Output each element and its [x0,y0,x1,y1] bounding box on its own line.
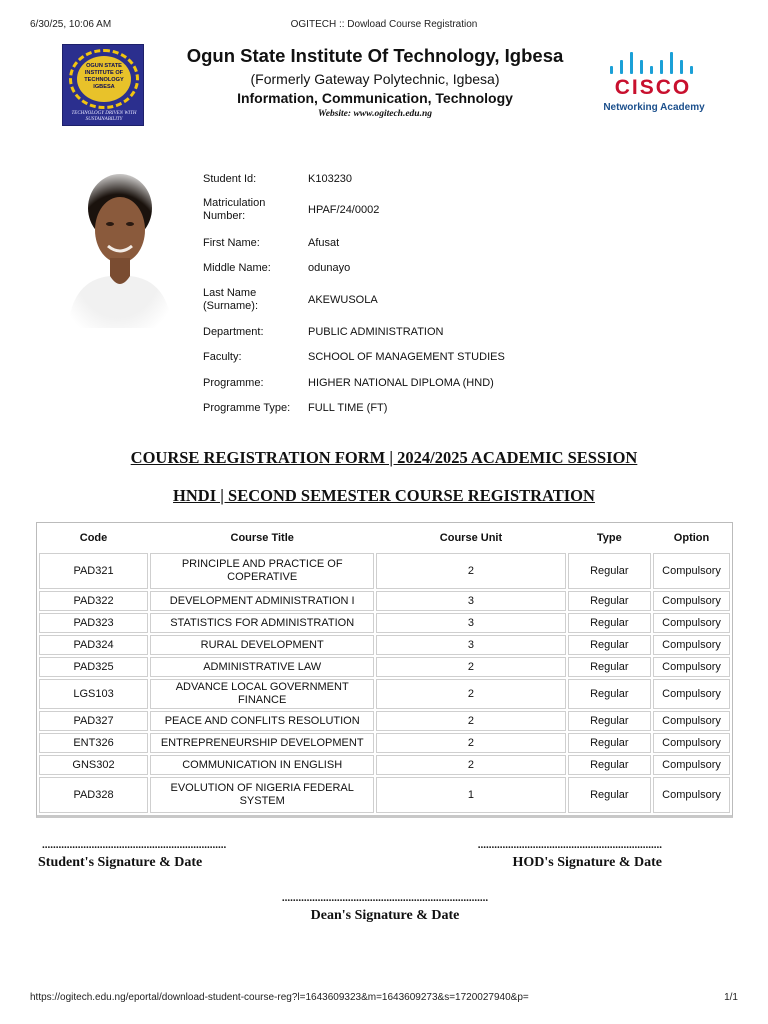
detail-value: SCHOOL OF MANAGEMENT STUDIES [308,351,505,363]
student-signature-block [38,840,288,872]
table-row [39,657,730,677]
detail-value: PUBLIC ADMINISTRATION [308,326,444,338]
cell-course-unit: 2 [376,711,565,731]
table-row [39,733,730,753]
cell-course-title: EVOLUTION OF NIGERIA FEDERAL SYSTEM [150,777,374,813]
cell-type: Regular [568,777,651,813]
header-option: Option [673,532,710,544]
cell-option: Compulsory [653,755,730,775]
cell-option: Compulsory [653,711,730,731]
cisco-logo [598,48,710,118]
cell-code: PAD324 [39,635,148,655]
detail-label: Programme: [203,377,264,389]
table-header-row [39,525,730,551]
website-line: Website: www.ogitech.edu.ng [318,109,432,119]
cell-option: Compulsory [653,657,730,677]
cell-type: Regular [568,657,651,677]
cell-course-unit: 3 [376,591,565,611]
cell-course-title: RURAL DEVELOPMENT [150,635,374,655]
cell-option: Compulsory [653,613,730,633]
former-name: (Formerly Gateway Polytechnic, Igbesa) [250,71,500,87]
cisco-bars-icon [602,50,702,74]
print-datetime: 6/30/25, 10:06 AM [30,19,112,30]
detail-label: First Name: [203,237,260,249]
cell-course-title: DEVELOPMENT ADMINISTRATION I [150,591,374,611]
cell-course-title: COMMUNICATION IN ENGLISH [150,755,374,775]
cell-type: Regular [568,733,651,753]
cell-code: GNS302 [39,755,148,775]
header-course-unit: Course Unit [439,532,503,544]
cell-code: ENT326 [39,733,148,753]
hod-signature-label: HOD's Signature & Date [512,855,662,870]
cell-option: Compulsory [653,591,730,611]
cell-course-unit: 2 [376,755,565,775]
header-course-title: Course Title [230,532,294,544]
detail-value: HIGHER NATIONAL DIPLOMA (HND) [308,377,494,389]
department-line: Information, Communication, Technology [237,90,513,106]
table-row [39,679,730,709]
detail-label: Student Id: [203,173,257,185]
cell-course-unit: 1 [376,777,565,813]
signature-line: ................................................................... [42,839,227,851]
cell-type: Regular [568,711,651,731]
header-code: Code [79,532,108,544]
cell-code: PAD322 [39,591,148,611]
cell-type: Regular [568,755,651,775]
cell-code: PAD328 [39,777,148,813]
detail-label: Programme Type: [203,402,291,414]
cell-course-title: ADVANCE LOCAL GOVERNMENT FINANCE [150,679,374,709]
detail-label: Matriculation Number: [203,197,266,222]
dean-signature-label: Dean's Signature & Date [310,908,460,923]
cell-type: Regular [568,591,651,611]
cell-course-title: ADMINISTRATIVE LAW [150,657,374,677]
cell-course-title: PRINCIPLE AND PRACTICE OF COPERATIVE [150,553,374,589]
detail-label: Department: [203,326,264,338]
cell-course-title: STATISTICS FOR ADMINISTRATION [150,613,374,633]
cell-code: PAD327 [39,711,148,731]
detail-label: Middle Name: [203,262,271,274]
detail-value: AKEWUSOLA [308,294,378,306]
header-type: Type [596,532,622,544]
table-row [39,613,730,633]
table-row [39,553,730,589]
table-row [39,591,730,611]
institution-name: Ogun State Institute Of Technology, Igbesa [186,45,564,66]
cell-type: Regular [568,679,651,709]
cell-code: PAD325 [39,657,148,677]
cell-code: LGS103 [39,679,148,709]
detail-label: Last Name (Surname): [203,287,259,312]
cell-option: Compulsory [653,553,730,589]
table-row [39,755,730,775]
table-row [39,711,730,731]
print-url: https://ogitech.edu.ng/eportal/download-student-course-reg?l=1643609323&m=1643609273&s=1720027940&p= [30,992,529,1003]
cell-type: Regular [568,635,651,655]
cell-option: Compulsory [653,733,730,753]
cisco-wordmark: CISCO [614,76,692,99]
cell-course-unit: 3 [376,635,565,655]
hod-signature-block [418,840,662,872]
dean-signature-block [244,893,526,925]
signature-line: ................................................................... [477,839,662,851]
detail-value: Afusat [308,237,340,249]
cell-course-unit: 2 [376,679,565,709]
signature-line: ........................................................................... [281,892,489,904]
semester-title: HNDI | SECOND SEMESTER COURSE REGISTRATION [173,486,595,505]
cell-type: Regular [568,553,651,589]
cell-course-unit: 2 [376,553,565,589]
cell-option: Compulsory [653,679,730,709]
course-table [36,522,733,818]
cell-course-unit: 3 [376,613,565,633]
logo-text: OGUN STATE INSTITUTE OF TECHNOLOGY IGBESA [84,63,124,90]
cell-option: Compulsory [653,777,730,813]
print-footer [30,992,738,1006]
print-page-number: 1/1 [724,992,738,1003]
print-header [30,19,738,33]
table-row [39,635,730,655]
detail-value: odunayo [308,262,351,274]
cisco-subtitle: Networking Academy [603,102,705,113]
cell-type: Regular [568,613,651,633]
cell-option: Compulsory [653,635,730,655]
cell-course-unit: 2 [376,733,565,753]
student-signature-label: Student's Signature & Date [38,855,203,870]
institution-banner [62,42,712,132]
print-page-title: OGITECH :: Dowload Course Registration [290,19,478,30]
banner-text [150,44,600,121]
cell-course-unit: 2 [376,657,565,677]
form-title: COURSE REGISTRATION FORM | 2024/2025 ACADEMIC SESSION [130,448,638,467]
detail-value: FULL TIME (FT) [308,402,388,414]
detail-value: K103230 [308,173,353,185]
detail-value: HPAF/24/0002 [308,204,380,216]
student-photo [58,168,178,328]
cell-code: PAD323 [39,613,148,633]
cell-course-title: ENTREPRENEURSHIP DEVELOPMENT [150,733,374,753]
school-logo [62,44,144,126]
cell-course-title: PEACE AND CONFLITS RESOLUTION [150,711,374,731]
cell-code: PAD321 [39,553,148,589]
table-row [39,777,730,813]
detail-label: Faculty: [203,351,242,363]
logo-motto: TECHNOLOGY DRIVEN WITH SUSTAINABILITY [71,111,137,122]
student-portrait-image [58,168,178,328]
